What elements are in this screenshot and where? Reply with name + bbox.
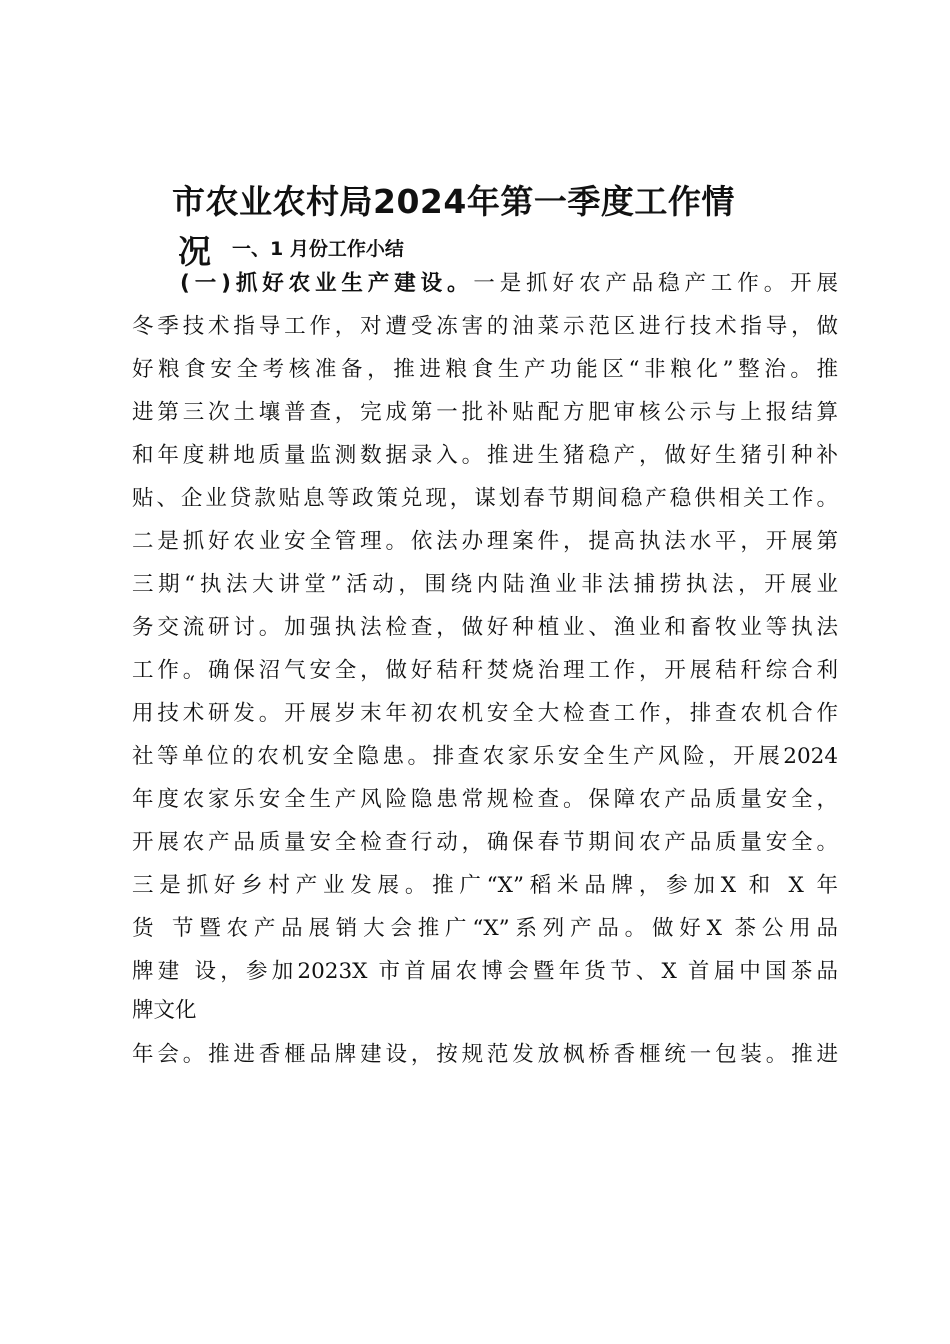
paragraph-line: 牌建 设，参加2023X 市首届农博会暨年货节、X 首届中国茶品 bbox=[132, 959, 838, 984]
paragraph-line: 和年度耕地质量监测数据录入。推进生猪稳产，做好生猪引种补 bbox=[132, 443, 838, 468]
paragraph-line: 年会。推进香榧品牌建设，按规范发放枫桥香榧统一包装。推进 bbox=[132, 1042, 838, 1067]
paragraph-line: 务交流研讨。加强执法检查，做好种植业、渔业和畜牧业等执法 bbox=[132, 615, 838, 640]
paragraph-line: 货 节暨农产品展销大会推广“X”系列产品。做好X 茶公用品 bbox=[132, 916, 838, 941]
paragraph-line: 二是抓好农业安全管理。依法办理案件，提高执法水平，开展第 bbox=[132, 529, 838, 554]
paragraph-line: 三期“执法大讲堂”活动，围绕内陆渔业非法捕捞执法，开展业 bbox=[132, 572, 838, 597]
paragraph-line: 工作。确保沼气安全，做好秸秆焚烧治理工作，开展秸秆综合利 bbox=[132, 658, 838, 683]
paragraph-line: 三是抓好乡村产业发展。推广“X”稻米品牌，参加X 和 X 年 bbox=[132, 873, 838, 898]
paragraph-line-text: 一是抓好农产品稳产工作。开展 bbox=[473, 271, 838, 296]
paragraph-line: 进第三次土壤普查，完成第一批补贴配方肥审核公示与上报结算 bbox=[132, 400, 838, 425]
paragraph-line: 好粮食安全考核准备，推进粮食生产功能区“非粮化”整治。推 bbox=[132, 357, 838, 382]
paragraph-line-1 bbox=[180, 269, 838, 299]
document-title-line-1: 市农业农村局2024年第一季度工作情 bbox=[172, 182, 735, 221]
paragraph-line: 贴、企业贷款贴息等政策兑现，谋划春节期间稳产稳供相关工作。 bbox=[132, 486, 838, 511]
paragraph-line: 开展农产品质量安全检查行动，确保春节期间农产品质量安全。 bbox=[132, 830, 838, 855]
paragraph-line: 冬季技术指导工作，对遭受冻害的油菜示范区进行技术指导，做 bbox=[132, 314, 838, 339]
paragraph-line: 用技术研发。开展岁末年初农机安全大检查工作，排查农机合作 bbox=[132, 701, 838, 726]
section-heading: 一、1 月份工作小结 bbox=[232, 238, 404, 260]
document-title-line-2: 况 bbox=[178, 232, 211, 271]
paragraph-line: 牌文化 bbox=[132, 998, 197, 1023]
paragraph-lead: (一)抓好农业生产建设。 bbox=[180, 271, 474, 296]
paragraph-line: 社等单位的农机安全隐患。排查农家乐安全生产风险，开展2024 bbox=[132, 744, 838, 769]
paragraph-line: 年度农家乐安全生产风险隐患常规检查。保障农产品质量安全， bbox=[132, 787, 838, 812]
